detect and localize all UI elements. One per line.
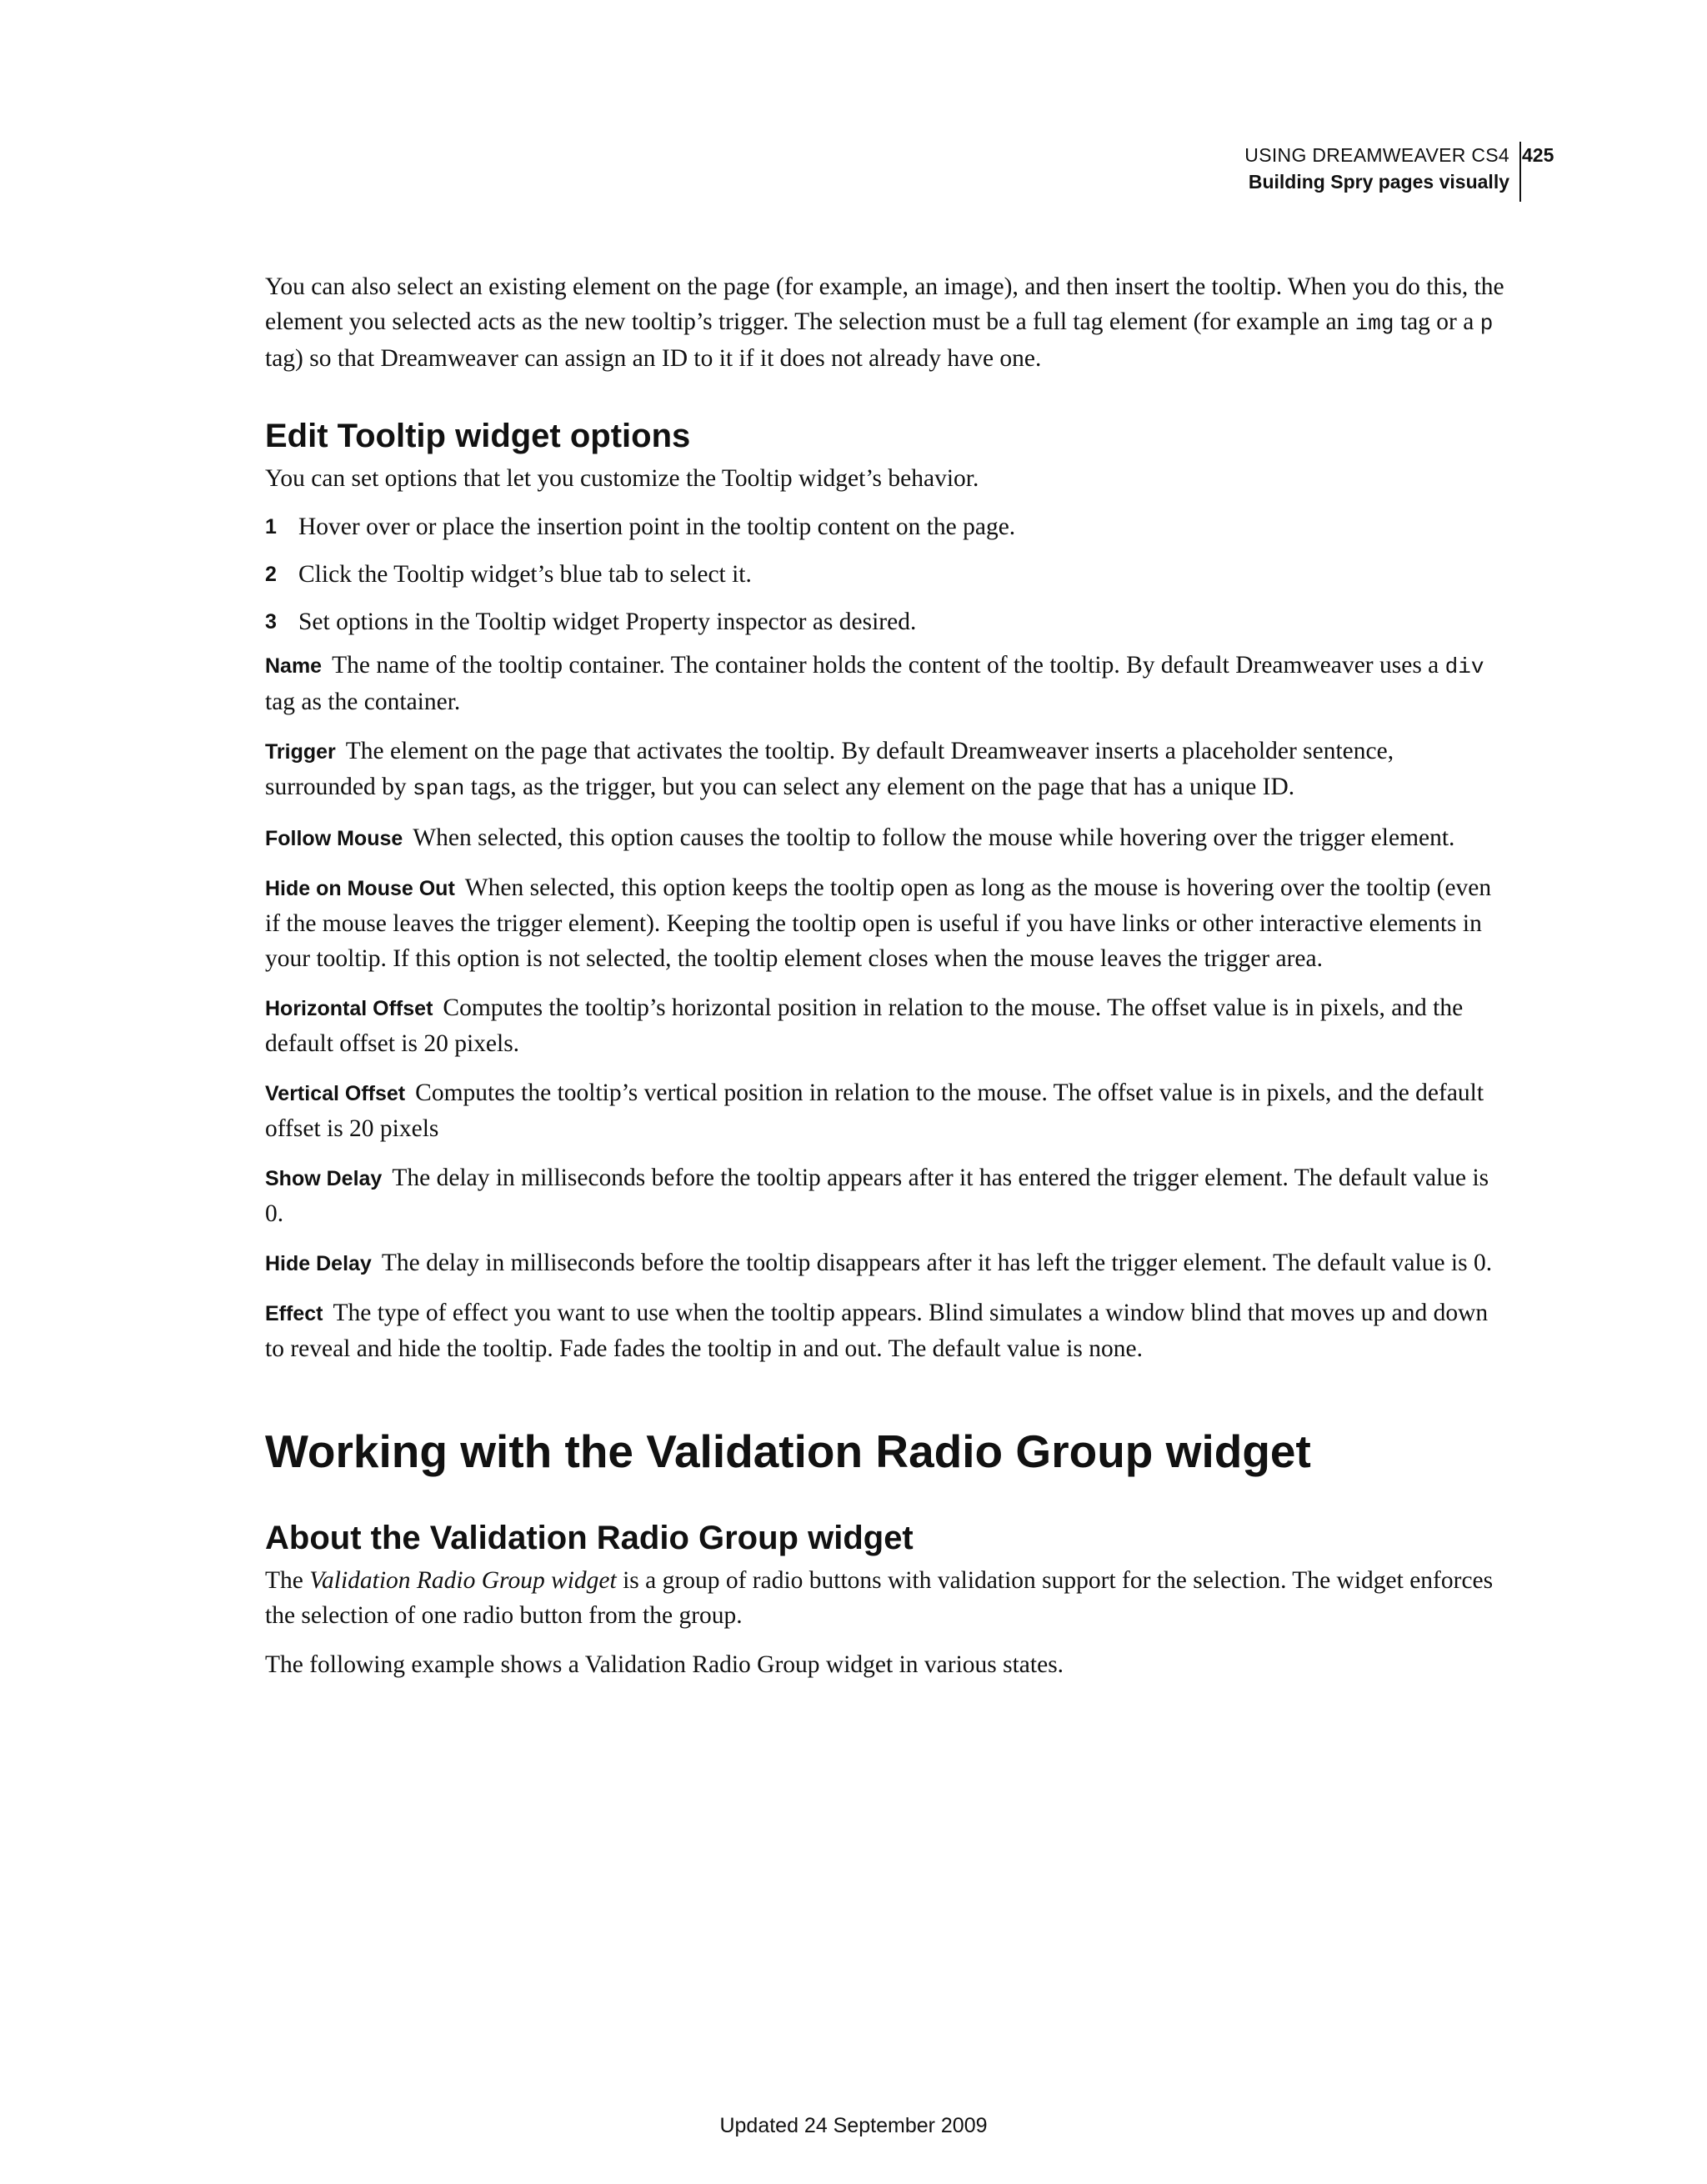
page-number: 425 xyxy=(1522,144,1554,166)
running-head xyxy=(1244,142,1509,195)
edit-tooltip-heading: Edit Tooltip widget options xyxy=(265,418,691,454)
option-term: Hide on Mouse Out xyxy=(265,877,455,900)
step-item xyxy=(265,557,1507,592)
section-title: Building Spry pages visually xyxy=(1248,171,1509,193)
step-item xyxy=(265,604,1507,639)
header-divider xyxy=(1519,142,1521,202)
code-span: span xyxy=(412,776,465,801)
about-emphasis: Validation Radio Group widget xyxy=(309,1567,617,1594)
option-text: Computes the tooltip’s vertical position in relation to the mouse. The offset value is in pixels, and the default offset is 20 pixels xyxy=(265,1079,1484,1142)
step-text: Hover over or place the insertion point in the tooltip content on the page. xyxy=(298,513,1016,540)
step-text: Set options in the Tooltip widget Property inspector as desired. xyxy=(298,609,917,635)
step-item xyxy=(265,509,1507,544)
option-trigger xyxy=(265,734,1507,806)
about-text-2: is a group of radio buttons with validation support for the selection. The widget enforces the selection of one radio button from the group. xyxy=(265,1567,1494,1629)
option-term: Hide Delay xyxy=(265,1252,372,1275)
option-term: Trigger xyxy=(265,740,336,764)
option-term: Vertical Offset xyxy=(265,1082,406,1105)
option-hide-delay xyxy=(265,1245,1507,1281)
code-img: img xyxy=(1354,311,1394,336)
step-text: Click the Tooltip widget’s blue tab to select it. xyxy=(298,561,752,588)
option-term: Follow Mouse xyxy=(265,827,403,850)
code-p: p xyxy=(1479,311,1494,336)
validation-radio-group-heading: Working with the Validation Radio Group widget xyxy=(265,1425,1311,1477)
page-content xyxy=(265,269,1507,1682)
about-text-1: The xyxy=(265,1567,310,1594)
intro-text-3: tag) so that Dreamweaver can assign an ID to it if it does not already have one. xyxy=(265,345,1042,372)
option-text: The name of the tooltip container. The container holds the content of the tooltip. By default Dreamweaver uses a xyxy=(332,652,1445,679)
option-text: tag as the container. xyxy=(265,689,461,715)
option-text: The delay in milliseconds before the tooltip appears after it has entered the trigger element. The default value is 0. xyxy=(265,1165,1489,1227)
option-term: Horizontal Offset xyxy=(265,997,433,1020)
option-term: Show Delay xyxy=(265,1167,383,1190)
intro-text-2: tag or a xyxy=(1394,308,1480,335)
option-text: When selected, this option causes the tooltip to follow the mouse while hovering over the trigger element. xyxy=(413,824,1455,851)
option-text: The delay in milliseconds before the tooltip disappears after it has left the trigger element. The default value is 0. xyxy=(381,1250,1493,1276)
option-follow-mouse xyxy=(265,820,1507,856)
option-name xyxy=(265,648,1507,719)
option-text: Computes the tooltip’s horizontal position in relation to the mouse. The offset value is in pixels, and the default offset is 20 pixels. xyxy=(265,994,1464,1057)
footer-updated: Updated 24 September 2009 xyxy=(719,2114,988,2137)
example-paragraph: The following example shows a Validation Radio Group widget in various states. xyxy=(265,1651,1064,1678)
about-validation-heading: About the Validation Radio Group widget xyxy=(265,1520,914,1556)
step-number: 1 xyxy=(265,515,277,538)
option-text: The type of effect you want to use when the tooltip appears. Blind simulates a window blind that moves up and down to reveal and hide the tooltip. Fade fades the tooltip in and out. The default value is none. xyxy=(265,1300,1489,1362)
intro-text-1: You can also select an existing element on the page (for example, an image), and then insert the tooltip. When you do this, the element you selected acts as the new tooltip’s trigger. The selection must be a full tag element (for example an xyxy=(265,273,1504,335)
option-vertical-offset xyxy=(265,1075,1507,1146)
option-text: tags, as the trigger, but you can select any element on the page that has a unique ID. xyxy=(464,774,1295,800)
option-show-delay xyxy=(265,1160,1507,1231)
option-horizontal-offset xyxy=(265,990,1507,1061)
edit-intro: You can set options that let you customize the Tooltip widget’s behavior. xyxy=(265,465,979,492)
option-effect xyxy=(265,1295,1507,1366)
guide-title: USING DREAMWEAVER CS4 xyxy=(1244,144,1509,166)
step-number: 2 xyxy=(265,563,277,586)
option-term: Effect xyxy=(265,1302,323,1325)
intro-paragraph xyxy=(265,269,1507,376)
about-paragraph xyxy=(265,1563,1507,1633)
option-term: Name xyxy=(265,654,323,678)
option-hide-on-mouse-out xyxy=(265,870,1507,976)
option-text: The element on the page that activates the tooltip. By default Dreamweaver inserts a placeholder sentence, surrounded by xyxy=(265,738,1394,800)
step-number: 3 xyxy=(265,610,277,634)
option-text: When selected, this option keeps the tooltip open as long as the mouse is hovering over the tooltip (even if the mouse leaves the trigger element). Keeping the tooltip open is useful if you have links or other interactive elements in your tooltip. If this option is not selected, the tooltip element closes when the mouse leaves the trigger area. xyxy=(265,874,1492,972)
code-div: div xyxy=(1444,654,1484,679)
